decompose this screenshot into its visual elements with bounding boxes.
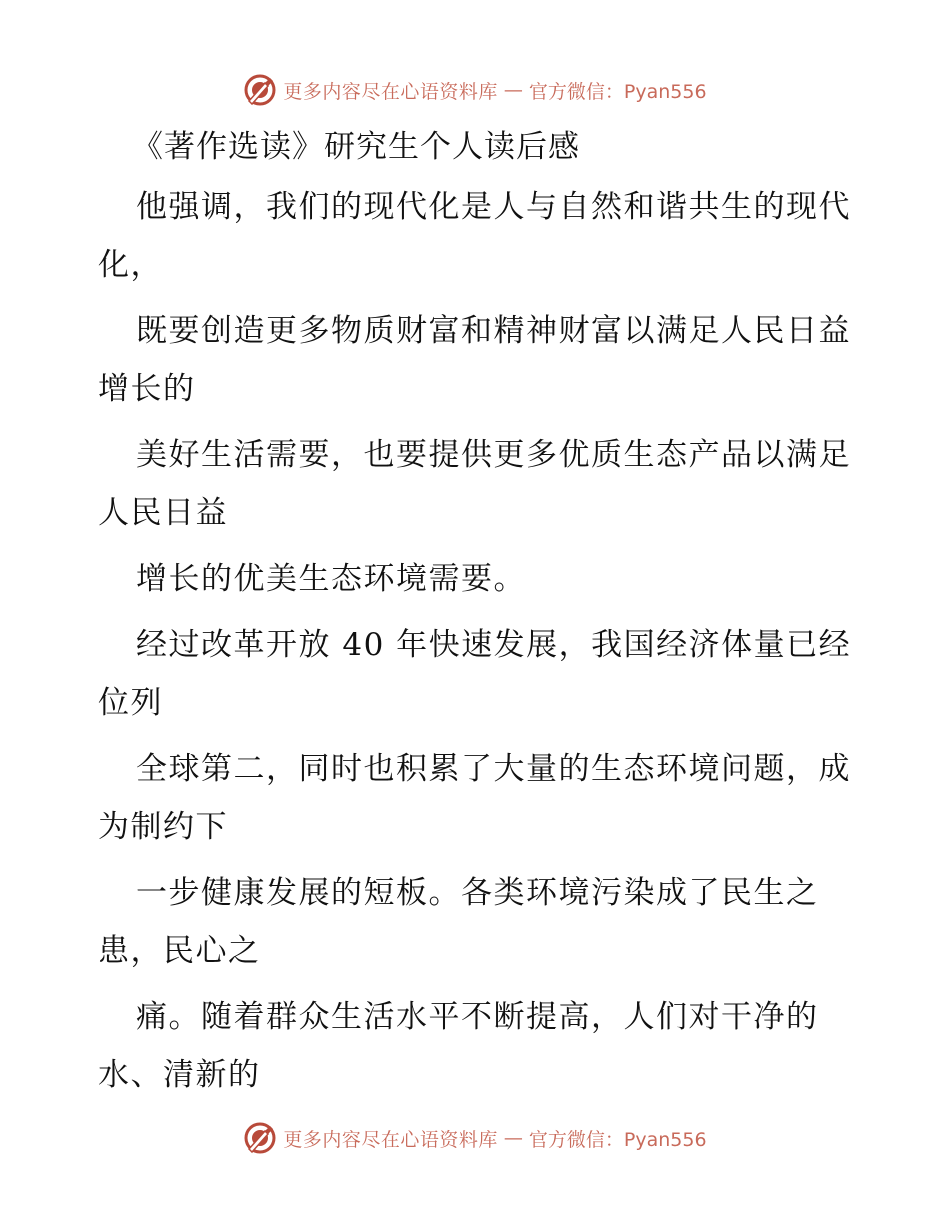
watermark-separator: — <box>503 79 523 101</box>
paragraph: 美好生活需要，也要提供更多优质生态产品以满足人民日益 <box>98 437 851 531</box>
watermark-site-text: 更多内容尽在心语资料库 <box>283 80 498 103</box>
watermark-wechat-text: 官方微信：Pyan556 <box>528 1128 707 1151</box>
paragraph: 一步健康发展的短板。各类环境污染成了民生之患，民心之 <box>98 875 819 969</box>
paragraph: 经过改革开放 40 年快速发展，我国经济体量已经位列 <box>98 627 852 721</box>
paragraph: 增长的优美生态环境需要。 <box>136 561 526 597</box>
paragraph: 他强调，我们的现代化是人与自然和谐共生的现代化， <box>98 189 851 283</box>
pen-seal-icon <box>243 73 277 107</box>
document-body <box>98 122 858 1112</box>
watermark-wechat-text: 官方微信：Pyan556 <box>528 80 707 103</box>
pen-seal-icon <box>243 1121 277 1155</box>
watermark-site-text: 更多内容尽在心语资料库 <box>283 1128 498 1151</box>
watermark-header <box>0 70 950 110</box>
document-title: 《著作选读》研究生个人读后感 <box>132 129 580 165</box>
paragraph: 痛。随着群众生活水平不断提高，人们对干净的水、清新的 <box>98 999 819 1093</box>
paragraph: 既要创造更多物质财富和精神财富以满足人民日益增长的 <box>98 313 851 407</box>
paragraph: 全球第二，同时也积累了大量的生态环境问题，成为制约下 <box>98 751 851 845</box>
watermark-separator: — <box>503 1127 523 1149</box>
watermark-footer <box>0 1118 950 1158</box>
